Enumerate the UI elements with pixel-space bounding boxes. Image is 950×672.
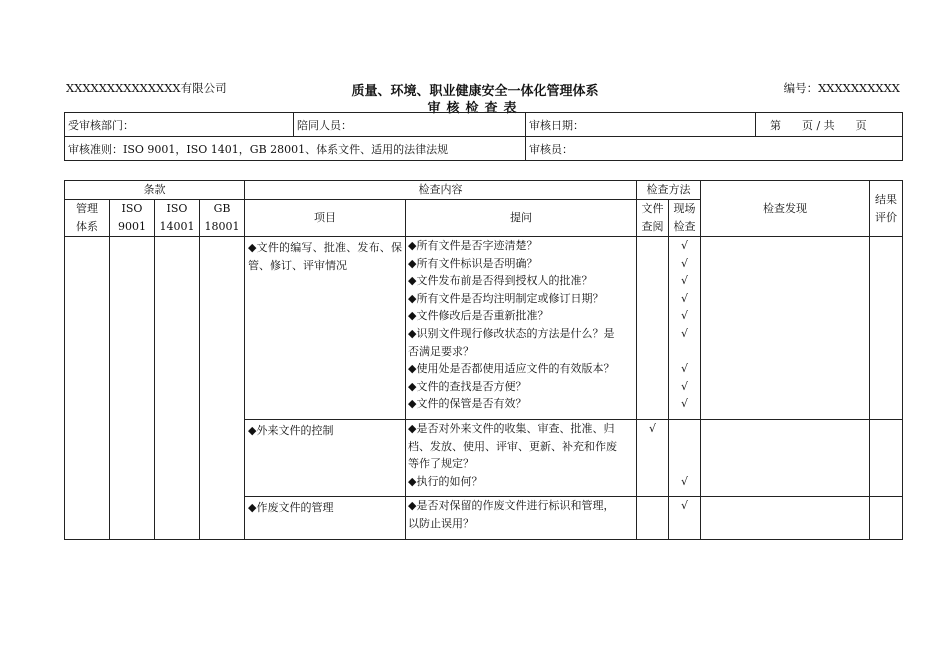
onsite-check-mark: √ [680,379,688,393]
question-line: ◆所有文件是否均注明制定或修订日期？ [408,291,604,305]
doc-review-check-mark [637,255,668,273]
mgmt-system-line-1: 管理 [76,202,98,215]
onsite-check-cell [669,497,701,539]
onsite-check-mark: √ [680,239,688,252]
iso9001-header [110,200,155,237]
question-cell [406,420,637,497]
onsite-check-mark: √ [680,397,688,411]
question-line: ◆执行的如何？ [408,474,483,488]
doc-review-line-1: 文件 [641,202,664,215]
mgmt-system-line-2: 体系 [76,220,98,233]
onsite-check-line-2: 检查 [673,220,696,233]
clause-header: 条款 [65,181,245,200]
page-number-field[interactable]: 第 页 / 共 页 [756,113,903,137]
doc-review-check-mark [637,343,668,361]
onsite-check-mark: √ [680,309,688,323]
findings-cell[interactable] [701,420,870,497]
table-row [65,237,903,420]
doc-review-check-mark [637,325,668,343]
result-header-line-1: 结果 [875,192,897,206]
question-line: ◆是否对外来文件的收集、审查、批准、归 [408,422,615,435]
question-line: ◆文件的查找是否方便？ [408,379,527,393]
doc-review-check-mark [637,378,668,396]
onsite-check-mark: √ [680,274,688,288]
doc-review-line-2: 查阅 [641,220,664,233]
question-line: ◆文件修改后是否重新批准？ [408,309,549,323]
content-header: 检查内容 [245,181,637,200]
question-header: 提问 [406,200,637,237]
onsite-check-mark: √ [680,362,688,376]
onsite-check-header [669,200,701,237]
doc-review-cell [637,237,669,420]
doc-review-check-mark [637,473,668,491]
question-line: ◆所有文件是否字迹清楚？ [408,239,538,252]
iso14001-header [155,200,200,237]
result-cell[interactable] [870,497,903,539]
info-row-2 [65,137,903,161]
question-line: 等作了规定？ [408,457,474,471]
gb18001-line-1: GB [213,202,231,215]
doc-review-check-mark [637,290,668,308]
question-cell [406,497,637,539]
findings-cell[interactable] [701,497,870,539]
accompanying-person-field[interactable]: 陪同人员： [294,113,526,137]
doc-review-check-mark [637,307,668,325]
gb18001-line-2: 18001 [204,220,240,233]
header-row-1 [65,181,903,200]
audited-department-field[interactable]: 受审核部门： [65,113,294,137]
iso9001-line-2: 9001 [118,220,146,233]
method-header: 检查方法 [637,181,701,200]
gb18001-cell[interactable] [200,237,245,540]
company-name: XXXXXXXXXXXXXX有限公司 [66,81,227,95]
doc-review-check-mark [637,360,668,378]
question-line: ◆文件的保管是否有效？ [408,397,527,411]
result-header [870,181,903,237]
item-cell: ◆外来文件的控制 [245,420,406,497]
onsite-check-mark [669,515,700,533]
item-cell: ◆作废文件的管理 [245,497,406,539]
iso14001-line-1: ISO [166,202,188,215]
doc-review-check-mark [637,438,668,456]
audit-info-table [64,112,903,161]
onsite-check-mark: √ [680,326,688,340]
onsite-check-mark: √ [680,474,688,488]
question-line: ◆文件发布前是否得到授权人的批准？ [408,274,593,288]
result-header-line-2: 评价 [875,210,897,224]
doc-review-check-mark [637,497,668,515]
onsite-check-cell [669,420,701,497]
item-cell: ◆文件的编写、批准、发布、保管、修订、评审情况 [245,237,406,420]
iso9001-line-1: ISO [121,202,143,215]
doc-review-header [637,200,669,237]
doc-review-check-mark: √ [648,422,656,435]
question-line: ◆是否对保留的作废文件进行标识和管理， [408,499,615,513]
checklist-body [65,237,903,540]
doc-review-cell [637,497,669,539]
result-cell[interactable] [870,237,903,420]
doc-review-check-mark [637,515,668,533]
item-header: 项目 [245,200,406,237]
form-title: 审核检查表 [427,101,523,116]
question-line: ◆识别文件现行修改状态的方法是什么？是 [408,326,615,340]
doc-review-check-mark [637,455,668,473]
question-line: 否满足要求？ [408,344,474,358]
audit-criteria-field[interactable]: 审核准则：ISO 9001，ISO 1401，GB 28001、体系文件、适用的法律法规 [65,137,526,161]
audit-date-field[interactable]: 审核日期： [526,113,756,137]
question-line: 以防止误用？ [408,516,474,530]
doc-review-cell [637,420,669,497]
mgmt-system-cell[interactable] [65,237,110,540]
onsite-check-mark: √ [680,256,688,270]
doc-review-check-mark [637,237,668,255]
onsite-check-mark [669,420,700,438]
onsite-check-mark [669,438,700,456]
auditor-field[interactable]: 审核员： [526,137,903,161]
findings-header: 检查发现 [701,181,870,237]
onsite-check-cell [669,237,701,420]
gb18001-header [200,200,245,237]
question-line: 档、发放、使用、评审、更新、补充和作废 [408,439,617,453]
checklist-table [64,180,903,540]
question-line: ◆使用处是否都使用适应文件的有效版本？ [408,362,615,376]
onsite-check-line-1: 现场 [673,202,696,215]
doc-review-check-mark [637,272,668,290]
mgmt-system-header [65,200,110,237]
findings-cell[interactable] [701,237,870,420]
onsite-check-mark: √ [680,499,688,513]
document-code: 编号：XXXXXXXXXX [783,81,900,95]
doc-review-check-mark [637,395,668,413]
onsite-check-mark: √ [680,291,688,305]
question-cell [406,237,637,420]
result-cell[interactable] [870,420,903,497]
iso9001-cell[interactable] [110,237,155,540]
question-line: ◆所有文件标识是否明确？ [408,256,538,270]
iso14001-line-2: 14001 [159,220,195,233]
onsite-check-mark [669,455,700,473]
document-title: 质量、环境、职业健康安全一体化管理体系 [351,84,599,99]
iso14001-cell[interactable] [155,237,200,540]
info-row-1 [65,113,903,137]
onsite-check-mark [669,343,700,361]
